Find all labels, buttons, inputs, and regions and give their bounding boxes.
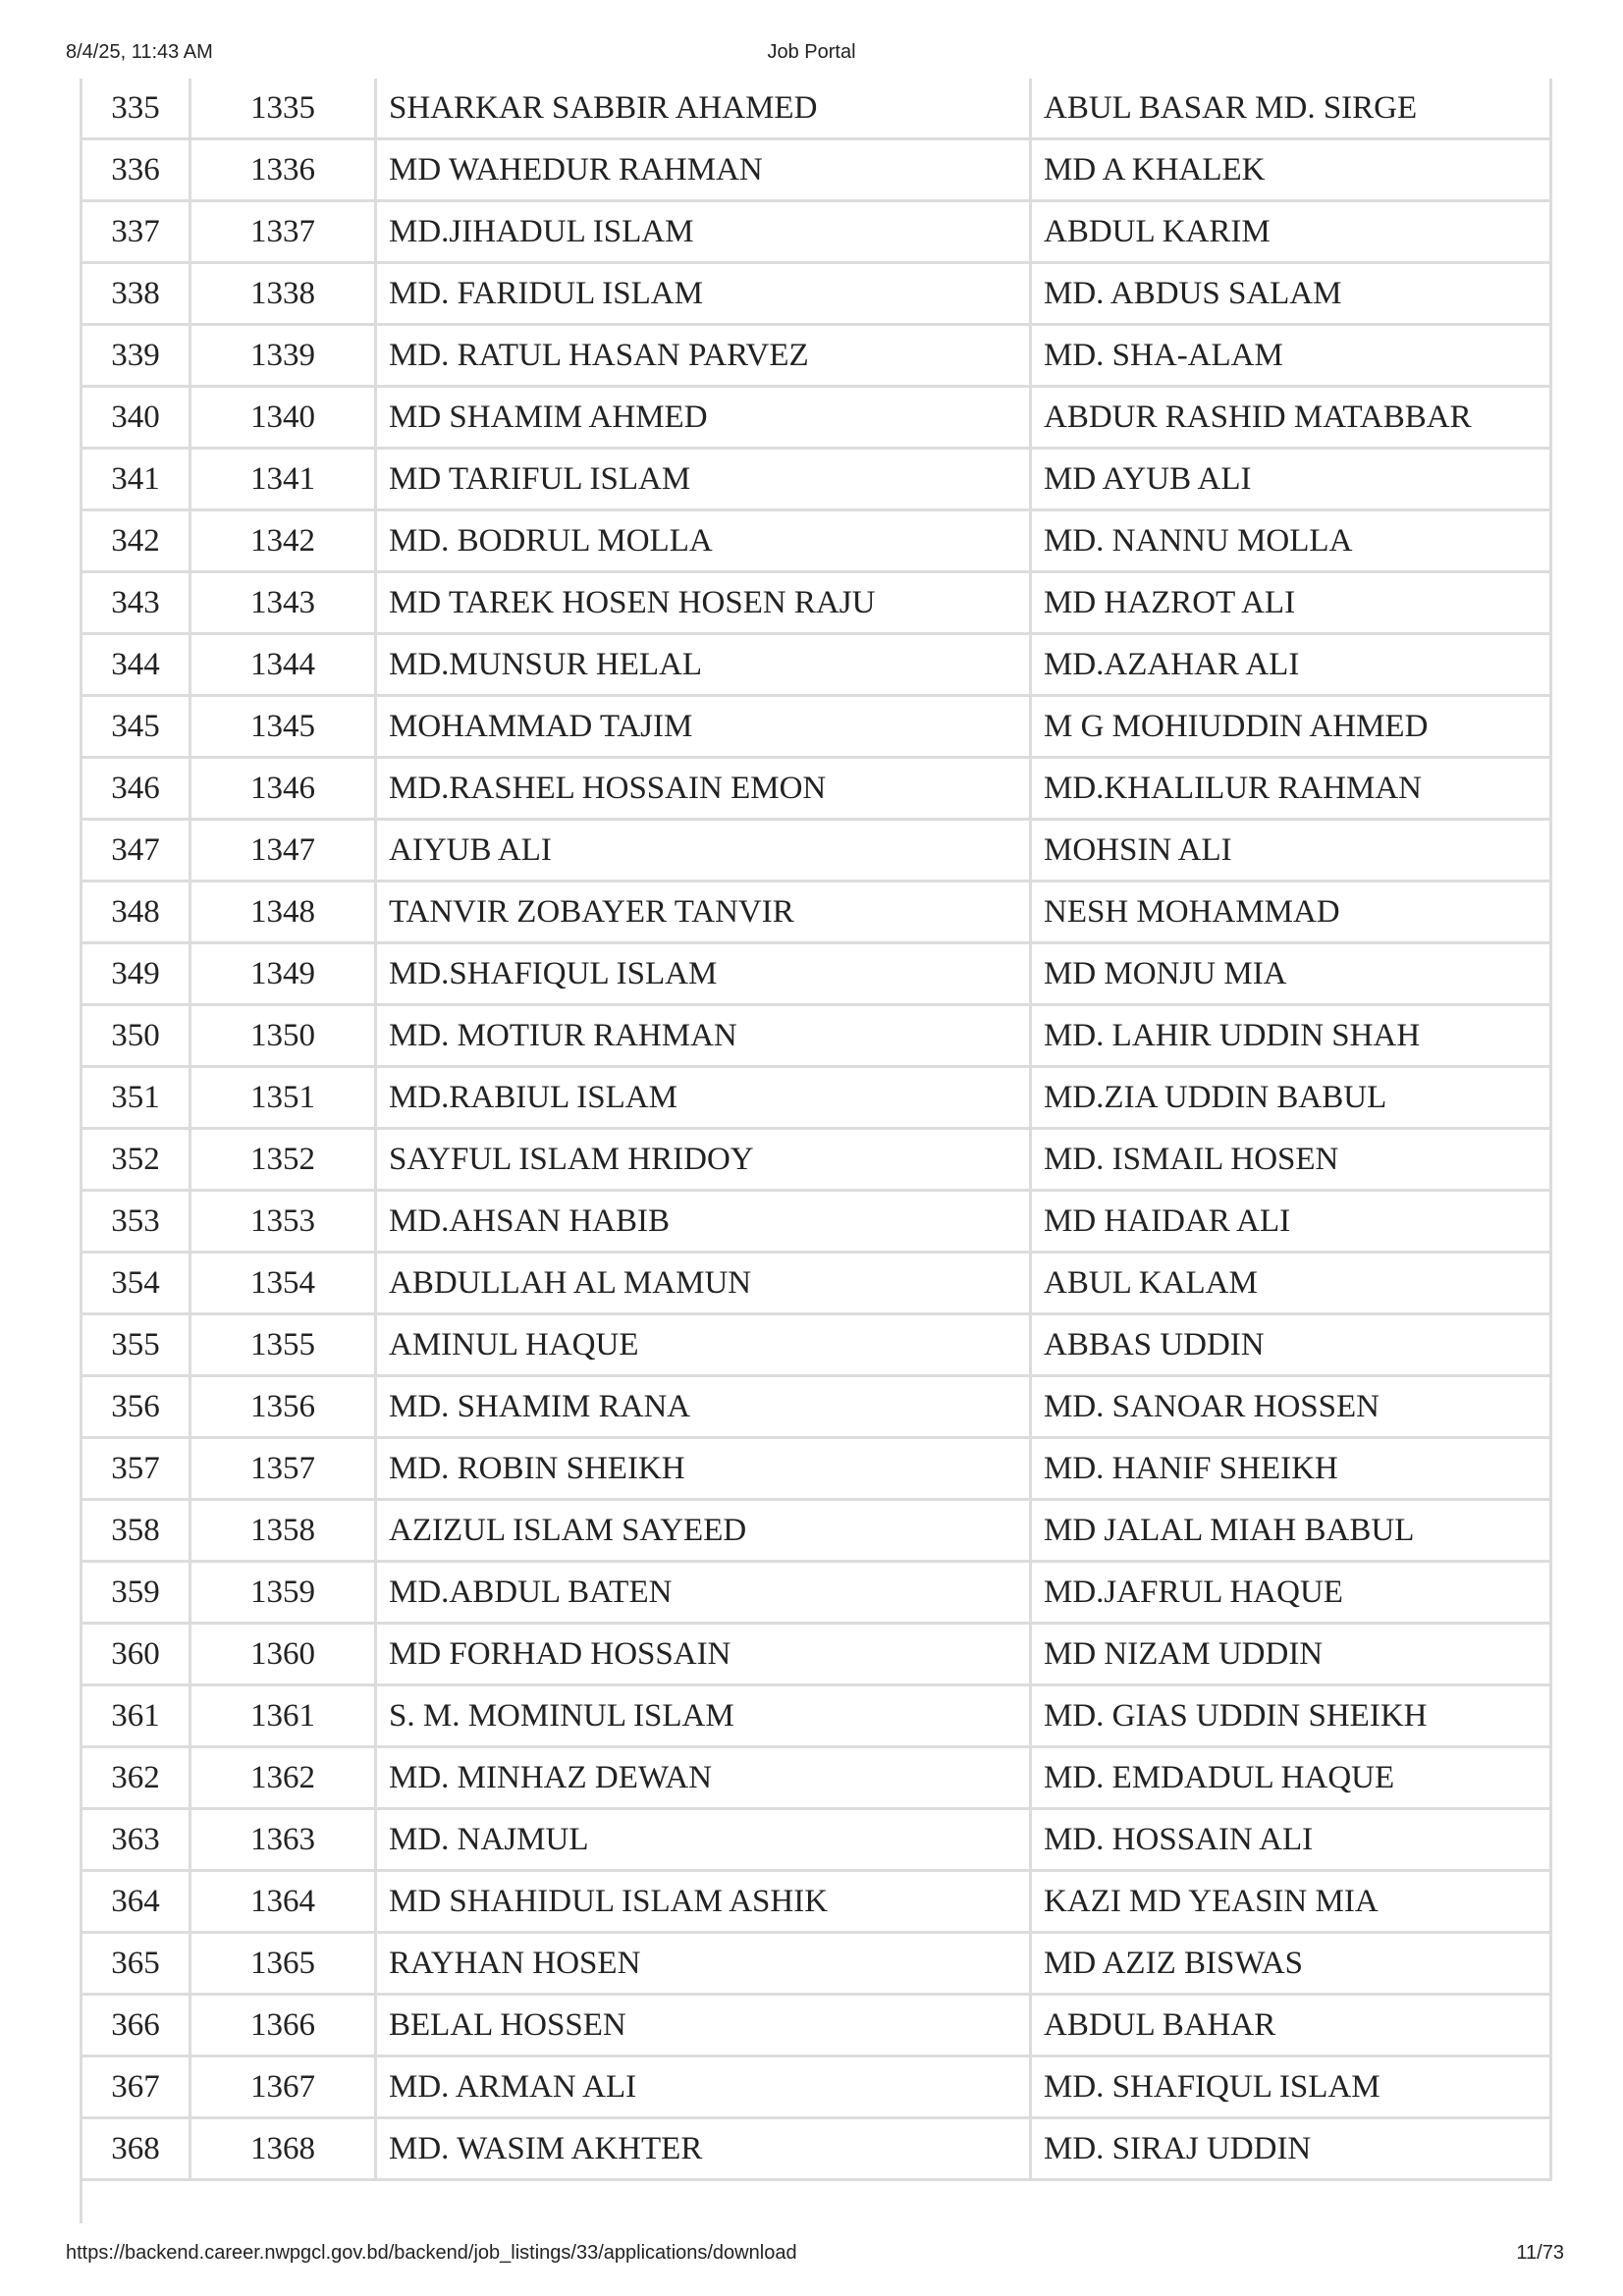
father-name-cell: KAZI MD YEASIN MIA bbox=[1031, 1871, 1551, 1933]
table-row bbox=[81, 1871, 1551, 1933]
roll-cell: 1354 bbox=[190, 1253, 376, 1314]
roll-cell: 1368 bbox=[190, 2118, 376, 2180]
roll-cell: 1348 bbox=[190, 881, 376, 943]
roll-cell: 1364 bbox=[190, 1871, 376, 1933]
serial-cell: 345 bbox=[81, 696, 190, 758]
father-name-cell: ABDUL KARIM bbox=[1031, 201, 1551, 263]
serial-cell: 365 bbox=[81, 1933, 190, 1995]
roll-cell: 1347 bbox=[190, 820, 376, 881]
roll-cell: 1338 bbox=[190, 263, 376, 325]
applicant-name-cell: MD TAREK HOSEN HOSEN RAJU bbox=[376, 572, 1031, 634]
serial-cell: 359 bbox=[81, 1562, 190, 1624]
table-row bbox=[81, 449, 1551, 510]
father-name-cell: ABUL BASAR MD. SIRGE bbox=[1031, 79, 1551, 139]
roll-cell: 1352 bbox=[190, 1129, 376, 1191]
print-footer bbox=[0, 2242, 1623, 2271]
applicant-name-cell: MD. SHAMIM RANA bbox=[376, 1376, 1031, 1438]
father-name-cell: MD HAZROT ALI bbox=[1031, 572, 1551, 634]
applicant-name-cell: MD TARIFUL ISLAM bbox=[376, 449, 1031, 510]
father-name-cell: ABUL KALAM bbox=[1031, 1253, 1551, 1314]
roll-cell: 1353 bbox=[190, 1191, 376, 1253]
table-row bbox=[81, 1253, 1551, 1314]
applicants-table bbox=[80, 79, 1552, 2181]
father-name-cell: MD. HANIF SHEIKH bbox=[1031, 1438, 1551, 1500]
table-row bbox=[81, 943, 1551, 1005]
roll-cell: 1365 bbox=[190, 1933, 376, 1995]
roll-cell: 1360 bbox=[190, 1624, 376, 1685]
roll-cell: 1367 bbox=[190, 2056, 376, 2118]
table-row bbox=[81, 139, 1551, 201]
father-name-cell: MD. GIAS UDDIN SHEIKH bbox=[1031, 1685, 1551, 1747]
roll-cell: 1363 bbox=[190, 1809, 376, 1871]
roll-cell: 1341 bbox=[190, 449, 376, 510]
applicant-name-cell: SHARKAR SABBIR AHAMED bbox=[376, 79, 1031, 139]
applicant-name-cell: S. M. MOMINUL ISLAM bbox=[376, 1685, 1031, 1747]
serial-cell: 355 bbox=[81, 1314, 190, 1376]
applicant-name-cell: MD. MOTIUR RAHMAN bbox=[376, 1005, 1031, 1067]
serial-cell: 354 bbox=[81, 1253, 190, 1314]
serial-cell: 340 bbox=[81, 387, 190, 449]
applicant-name-cell: MD. ROBIN SHEIKH bbox=[376, 1438, 1031, 1500]
page-url: https://backend.career.nwpgcl.gov.bd/backend/job_listings/33/applications/download bbox=[66, 2242, 797, 2264]
father-name-cell: MD JALAL MIAH BABUL bbox=[1031, 1500, 1551, 1562]
serial-cell: 361 bbox=[81, 1685, 190, 1747]
table-row bbox=[81, 2118, 1551, 2180]
applicant-name-cell: MD.MUNSUR HELAL bbox=[376, 634, 1031, 696]
serial-cell: 352 bbox=[81, 1129, 190, 1191]
table-row bbox=[81, 1995, 1551, 2056]
table-row bbox=[81, 1562, 1551, 1624]
roll-cell: 1339 bbox=[190, 325, 376, 387]
father-name-cell: MD.KHALILUR RAHMAN bbox=[1031, 758, 1551, 820]
father-name-cell: MD. NANNU MOLLA bbox=[1031, 510, 1551, 572]
father-name-cell: ABDUR RASHID MATABBAR bbox=[1031, 387, 1551, 449]
applicant-name-cell: MD WAHEDUR RAHMAN bbox=[376, 139, 1031, 201]
serial-cell: 344 bbox=[81, 634, 190, 696]
table-row bbox=[81, 1067, 1551, 1129]
table-row bbox=[81, 881, 1551, 943]
applicant-name-cell: MD FORHAD HOSSAIN bbox=[376, 1624, 1031, 1685]
roll-cell: 1361 bbox=[190, 1685, 376, 1747]
father-name-cell: MD.AZAHAR ALI bbox=[1031, 634, 1551, 696]
table-row bbox=[81, 634, 1551, 696]
serial-cell: 343 bbox=[81, 572, 190, 634]
applicant-name-cell: MD SHAMIM AHMED bbox=[376, 387, 1031, 449]
father-name-cell: MD. SHA-ALAM bbox=[1031, 325, 1551, 387]
father-name-cell: M G MOHIUDDIN AHMED bbox=[1031, 696, 1551, 758]
applicant-name-cell: MD.RABIUL ISLAM bbox=[376, 1067, 1031, 1129]
applicant-name-cell: AMINUL HAQUE bbox=[376, 1314, 1031, 1376]
roll-cell: 1357 bbox=[190, 1438, 376, 1500]
applicant-name-cell: MD.JIHADUL ISLAM bbox=[376, 201, 1031, 263]
roll-cell: 1366 bbox=[190, 1995, 376, 2056]
father-name-cell: MD. SIRAJ UDDIN bbox=[1031, 2118, 1551, 2180]
page-number: 11/73 bbox=[1516, 2242, 1564, 2264]
applicant-name-cell: AIYUB ALI bbox=[376, 820, 1031, 881]
serial-cell: 346 bbox=[81, 758, 190, 820]
roll-cell: 1342 bbox=[190, 510, 376, 572]
table-row bbox=[81, 201, 1551, 263]
applicant-name-cell: MD. ARMAN ALI bbox=[376, 2056, 1031, 2118]
print-datetime: 8/4/25, 11:43 AM bbox=[66, 41, 213, 63]
table-row bbox=[81, 1685, 1551, 1747]
applicant-name-cell: MD. FARIDUL ISLAM bbox=[376, 263, 1031, 325]
table-row bbox=[81, 1438, 1551, 1500]
table-row bbox=[81, 820, 1551, 881]
applicant-name-cell: MD. MINHAZ DEWAN bbox=[376, 1747, 1031, 1809]
serial-cell: 357 bbox=[81, 1438, 190, 1500]
serial-cell: 362 bbox=[81, 1747, 190, 1809]
table-row bbox=[81, 758, 1551, 820]
applicant-name-cell: MD.ABDUL BATEN bbox=[376, 1562, 1031, 1624]
father-name-cell: MD. LAHIR UDDIN SHAH bbox=[1031, 1005, 1551, 1067]
serial-cell: 356 bbox=[81, 1376, 190, 1438]
applicant-name-cell: BELAL HOSSEN bbox=[376, 1995, 1031, 2056]
serial-cell: 350 bbox=[81, 1005, 190, 1067]
father-name-cell: MD HAIDAR ALI bbox=[1031, 1191, 1551, 1253]
serial-cell: 364 bbox=[81, 1871, 190, 1933]
father-name-cell: MD A KHALEK bbox=[1031, 139, 1551, 201]
table-row bbox=[81, 1314, 1551, 1376]
applicant-name-cell: RAYHAN HOSEN bbox=[376, 1933, 1031, 1995]
roll-cell: 1337 bbox=[190, 201, 376, 263]
applicant-name-cell: MD. WASIM AKHTER bbox=[376, 2118, 1031, 2180]
applicant-name-cell: MD.SHAFIQUL ISLAM bbox=[376, 943, 1031, 1005]
roll-cell: 1345 bbox=[190, 696, 376, 758]
roll-cell: 1349 bbox=[190, 943, 376, 1005]
serial-cell: 338 bbox=[81, 263, 190, 325]
father-name-cell: MD. EMDADUL HAQUE bbox=[1031, 1747, 1551, 1809]
serial-cell: 335 bbox=[81, 79, 190, 139]
roll-cell: 1358 bbox=[190, 1500, 376, 1562]
serial-cell: 353 bbox=[81, 1191, 190, 1253]
father-name-cell: MD. SHAFIQUL ISLAM bbox=[1031, 2056, 1551, 2118]
father-name-cell: MOHSIN ALI bbox=[1031, 820, 1551, 881]
serial-cell: 363 bbox=[81, 1809, 190, 1871]
serial-cell: 341 bbox=[81, 449, 190, 510]
father-name-cell: MD AYUB ALI bbox=[1031, 449, 1551, 510]
roll-cell: 1336 bbox=[190, 139, 376, 201]
serial-cell: 337 bbox=[81, 201, 190, 263]
roll-cell: 1362 bbox=[190, 1747, 376, 1809]
roll-cell: 1351 bbox=[190, 1067, 376, 1129]
print-header bbox=[0, 41, 1623, 71]
table-row bbox=[81, 1191, 1551, 1253]
applicants-table-body bbox=[81, 79, 1551, 2180]
roll-cell: 1340 bbox=[190, 387, 376, 449]
roll-cell: 1356 bbox=[190, 1376, 376, 1438]
applicant-name-cell: MD. BODRUL MOLLA bbox=[376, 510, 1031, 572]
table-row bbox=[81, 2056, 1551, 2118]
roll-cell: 1335 bbox=[190, 79, 376, 139]
father-name-cell: MD.JAFRUL HAQUE bbox=[1031, 1562, 1551, 1624]
table-row bbox=[81, 572, 1551, 634]
father-name-cell: MD. ABDUS SALAM bbox=[1031, 263, 1551, 325]
serial-cell: 342 bbox=[81, 510, 190, 572]
serial-cell: 339 bbox=[81, 325, 190, 387]
applicant-name-cell: MD. RATUL HASAN PARVEZ bbox=[376, 325, 1031, 387]
father-name-cell: ABBAS UDDIN bbox=[1031, 1314, 1551, 1376]
applicant-name-cell: MD SHAHIDUL ISLAM ASHIK bbox=[376, 1871, 1031, 1933]
serial-cell: 349 bbox=[81, 943, 190, 1005]
table-row bbox=[81, 387, 1551, 449]
roll-cell: 1344 bbox=[190, 634, 376, 696]
table-row bbox=[81, 1376, 1551, 1438]
serial-cell: 351 bbox=[81, 1067, 190, 1129]
father-name-cell: MD MONJU MIA bbox=[1031, 943, 1551, 1005]
applicant-name-cell: MOHAMMAD TAJIM bbox=[376, 696, 1031, 758]
table-row bbox=[81, 1129, 1551, 1191]
father-name-cell: MD AZIZ BISWAS bbox=[1031, 1933, 1551, 1995]
table-row bbox=[81, 1933, 1551, 1995]
father-name-cell: MD NIZAM UDDIN bbox=[1031, 1624, 1551, 1685]
table-row bbox=[81, 696, 1551, 758]
roll-cell: 1355 bbox=[190, 1314, 376, 1376]
table-row bbox=[81, 510, 1551, 572]
page-title: Job Portal bbox=[767, 41, 856, 63]
roll-cell: 1350 bbox=[190, 1005, 376, 1067]
roll-cell: 1346 bbox=[190, 758, 376, 820]
table-row bbox=[81, 1624, 1551, 1685]
table-row bbox=[81, 79, 1551, 139]
serial-cell: 360 bbox=[81, 1624, 190, 1685]
applicant-name-cell: AZIZUL ISLAM SAYEED bbox=[376, 1500, 1031, 1562]
applicant-name-cell: MD. NAJMUL bbox=[376, 1809, 1031, 1871]
applicant-name-cell: MD.AHSAN HABIB bbox=[376, 1191, 1031, 1253]
applicant-name-cell: MD.RASHEL HOSSAIN EMON bbox=[376, 758, 1031, 820]
table-row bbox=[81, 1747, 1551, 1809]
serial-cell: 358 bbox=[81, 1500, 190, 1562]
table-row bbox=[81, 325, 1551, 387]
table-row bbox=[81, 1500, 1551, 1562]
father-name-cell: MD. HOSSAIN ALI bbox=[1031, 1809, 1551, 1871]
father-name-cell: MD. ISMAIL HOSEN bbox=[1031, 1129, 1551, 1191]
serial-cell: 367 bbox=[81, 2056, 190, 2118]
serial-cell: 366 bbox=[81, 1995, 190, 2056]
table-row bbox=[81, 1809, 1551, 1871]
father-name-cell: NESH MOHAMMAD bbox=[1031, 881, 1551, 943]
applicant-name-cell: SAYFUL ISLAM HRIDOY bbox=[376, 1129, 1031, 1191]
serial-cell: 347 bbox=[81, 820, 190, 881]
roll-cell: 1343 bbox=[190, 572, 376, 634]
serial-cell: 336 bbox=[81, 139, 190, 201]
applicant-name-cell: ABDULLAH AL MAMUN bbox=[376, 1253, 1031, 1314]
serial-cell: 368 bbox=[81, 2118, 190, 2180]
father-name-cell: MD. SANOAR HOSSEN bbox=[1031, 1376, 1551, 1438]
father-name-cell: ABDUL BAHAR bbox=[1031, 1995, 1551, 2056]
table-row bbox=[81, 263, 1551, 325]
applicant-name-cell: TANVIR ZOBAYER TANVIR bbox=[376, 881, 1031, 943]
roll-cell: 1359 bbox=[190, 1562, 376, 1624]
table-row bbox=[81, 1005, 1551, 1067]
father-name-cell: MD.ZIA UDDIN BABUL bbox=[1031, 1067, 1551, 1129]
serial-cell: 348 bbox=[81, 881, 190, 943]
